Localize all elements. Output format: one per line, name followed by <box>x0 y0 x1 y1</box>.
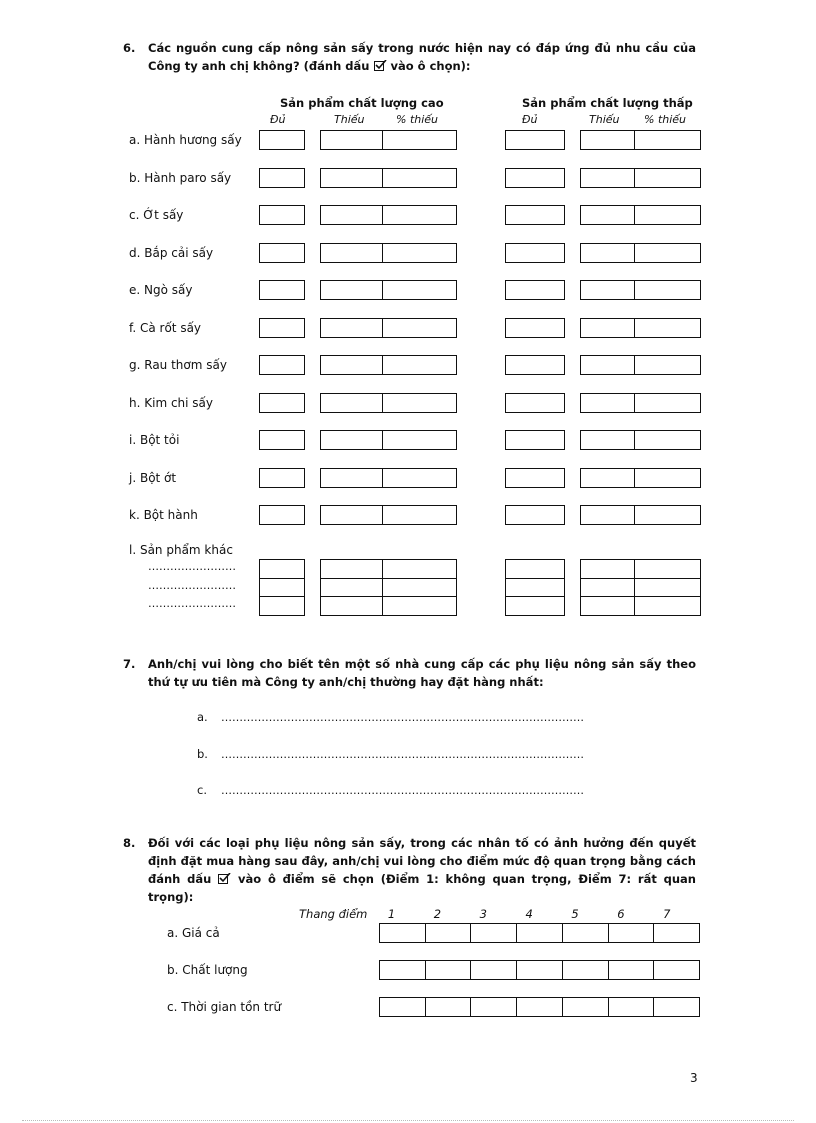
question-7-number: 7. <box>123 657 136 671</box>
scale-point: 2 <box>433 907 442 921</box>
answer-box-thieu-low[interactable] <box>580 505 635 525</box>
answer-box-thieu-low[interactable] <box>580 596 635 616</box>
answer-box-thieu-high[interactable] <box>320 280 383 300</box>
answer-box-thieu-low[interactable] <box>580 168 635 188</box>
answer-box-thieu-low[interactable] <box>580 318 635 338</box>
col-du-low: Đủ <box>522 113 538 126</box>
answer-box-du-high[interactable] <box>259 393 305 413</box>
question-7-text: Anh/chị vui lòng cho biết tên một số nhà cung cấp các phụ liệu nông sản sấy theo thứ tự ưu tiên mà Công ty anh/chị thường hay đặt hàng nhất: <box>148 657 696 689</box>
group-high-quality-header: Sản phẩm chất lượng cao <box>280 96 444 110</box>
col-thieu-high: Thiếu <box>334 113 365 126</box>
answer-box-pct-high[interactable] <box>382 205 457 225</box>
option-letter: a. <box>197 710 208 724</box>
other-product-blank[interactable]: …………………… <box>148 578 236 592</box>
answer-box-du-low[interactable] <box>505 578 565 598</box>
answer-box-du-high[interactable] <box>259 430 305 450</box>
question-6-number: 6. <box>123 41 136 55</box>
score-cell[interactable] <box>380 998 426 1016</box>
answer-box-pct-low[interactable] <box>634 130 701 150</box>
score-cell[interactable] <box>563 924 609 942</box>
option-letter: c. <box>197 783 207 797</box>
supplier-blank[interactable]: ……………………………………………………………………………………… <box>221 747 584 761</box>
row-label: g. Rau thơm sấy <box>129 358 227 372</box>
scale-label: Thang điểm <box>299 907 368 921</box>
answer-box-thieu-high[interactable] <box>320 393 383 413</box>
question-8-text: Đối với các loại phụ liệu nông sản sấy, trong các nhân tố có ảnh hưởng đến quyết định đặt mua hàng sau đây, anh/chị vui lòng cho điểm mức độ quan trọng bằng cách đánh dấu vào ô điểm sẽ chọn (Điểm 1: không quan trọng, Điểm 7: rất quan trọng): <box>148 836 696 904</box>
answer-box-pct-high[interactable] <box>382 578 457 598</box>
answer-box-thieu-low[interactable] <box>580 130 635 150</box>
answer-box-du-high[interactable] <box>259 578 305 598</box>
answer-box-pct-low[interactable] <box>634 205 701 225</box>
answer-box-thieu-high[interactable] <box>320 596 383 616</box>
answer-box-du-high[interactable] <box>259 130 305 150</box>
score-cell[interactable] <box>471 924 517 942</box>
score-cell[interactable] <box>517 924 563 942</box>
scale-point: 5 <box>571 907 579 921</box>
row-label: f. Cà rốt sấy <box>129 320 202 335</box>
answer-box-du-high[interactable] <box>259 205 305 225</box>
answer-box-du-high[interactable] <box>259 318 305 338</box>
answer-box-pct-high[interactable] <box>382 130 457 150</box>
row-label: a. Hành hương sấy <box>129 133 242 147</box>
score-cell[interactable] <box>471 998 517 1016</box>
answer-box-thieu-high[interactable] <box>320 168 383 188</box>
col-du-high: Đủ <box>270 113 286 126</box>
row-label: h. Kim chi sấy <box>129 395 213 410</box>
answer-box-du-high[interactable] <box>259 243 305 263</box>
score-cell[interactable] <box>517 998 563 1016</box>
row-label: c. Ớt sấy <box>129 208 184 222</box>
answer-box-thieu-high[interactable] <box>320 130 383 150</box>
supplier-blank[interactable]: ……………………………………………………………………………………… <box>221 711 584 724</box>
score-cell[interactable] <box>380 961 426 979</box>
answer-box-thieu-low[interactable] <box>580 243 635 263</box>
answer-box-thieu-low[interactable] <box>580 430 635 450</box>
score-cell[interactable] <box>654 924 699 942</box>
question-6-text: Các nguồn cung cấp nông sản sấy trong nước hiện nay có đáp ứng đủ nhu cầu của Công ty anh chị không? (đánh dấu vào ô chọn): <box>148 41 696 73</box>
answer-box-pct-low[interactable] <box>634 355 701 375</box>
factor-label: c. Thời gian tồn trữ <box>167 1000 282 1014</box>
score-cell[interactable] <box>426 924 472 942</box>
answer-box-du-low[interactable] <box>505 168 565 188</box>
answer-box-pct-high[interactable] <box>382 280 457 300</box>
row-label: d. Bắp cải sấy <box>129 245 214 260</box>
scale-point: 6 <box>617 907 625 921</box>
answer-box-du-low[interactable] <box>505 318 565 338</box>
answer-box-du-low[interactable] <box>505 205 565 225</box>
scale-point: 1 <box>387 907 396 921</box>
score-cell[interactable] <box>654 961 699 979</box>
answer-box-thieu-low[interactable] <box>580 205 635 225</box>
scale-point: 4 <box>525 907 533 921</box>
scale-point: 7 <box>663 907 671 921</box>
answer-box-thieu-low[interactable] <box>580 393 635 413</box>
answer-box-pct-high[interactable] <box>382 559 457 579</box>
answer-box-du-low[interactable] <box>505 130 565 150</box>
other-products-label: l. Sản phẩm khác <box>129 543 233 557</box>
answer-box-thieu-low[interactable] <box>580 559 635 579</box>
col-thieu-low: Thiếu <box>589 113 620 126</box>
answer-box-pct-low[interactable] <box>634 318 701 338</box>
answer-box-du-high[interactable] <box>259 559 305 579</box>
score-cell[interactable] <box>471 961 517 979</box>
answer-box-du-high[interactable] <box>259 168 305 188</box>
answer-box-pct-low[interactable] <box>634 468 701 488</box>
check-box-icon <box>218 873 231 884</box>
answer-box-pct-high[interactable] <box>382 168 457 188</box>
answer-box-thieu-high[interactable] <box>320 318 383 338</box>
option-letter: b. <box>197 746 208 761</box>
col-pct-low: % thiếu <box>644 113 687 126</box>
answer-box-thieu-high[interactable] <box>320 205 383 225</box>
answer-box-pct-low[interactable] <box>634 393 701 413</box>
answer-box-pct-high[interactable] <box>382 505 457 525</box>
answer-box-du-low[interactable] <box>505 430 565 450</box>
answer-box-pct-low[interactable] <box>634 430 701 450</box>
row-label: k. Bột hành <box>129 508 198 522</box>
answer-box-thieu-high[interactable] <box>320 468 383 488</box>
score-cell[interactable] <box>517 961 563 979</box>
score-row <box>379 923 700 943</box>
answer-box-thieu-low[interactable] <box>580 280 635 300</box>
score-cell[interactable] <box>609 961 655 979</box>
answer-box-du-high[interactable] <box>259 596 305 616</box>
answer-box-pct-low[interactable] <box>634 243 701 263</box>
answer-box-thieu-high[interactable] <box>320 355 383 375</box>
answer-box-thieu-high[interactable] <box>320 505 383 525</box>
answer-box-thieu-high[interactable] <box>320 243 383 263</box>
answer-box-du-low[interactable] <box>505 243 565 263</box>
row-label: b. Hành paro sấy <box>129 170 232 185</box>
score-cell[interactable] <box>609 998 655 1016</box>
answer-box-pct-high[interactable] <box>382 243 457 263</box>
page-number: 3 <box>690 1071 698 1085</box>
answer-box-du-low[interactable] <box>505 468 565 488</box>
score-row <box>379 997 700 1017</box>
score-cell[interactable] <box>380 924 426 942</box>
answer-box-du-high[interactable] <box>259 468 305 488</box>
answer-box-du-low[interactable] <box>505 280 565 300</box>
answer-box-pct-high[interactable] <box>382 393 457 413</box>
answer-box-du-high[interactable] <box>259 505 305 525</box>
answer-box-thieu-low[interactable] <box>580 355 635 375</box>
answer-box-pct-high[interactable] <box>382 318 457 338</box>
score-cell[interactable] <box>426 998 472 1016</box>
answer-box-pct-high[interactable] <box>382 355 457 375</box>
supplier-blank[interactable]: ……………………………………………………………………………………… <box>221 784 584 797</box>
answer-box-thieu-high[interactable] <box>320 430 383 450</box>
question-8-number: 8. <box>123 836 136 850</box>
scale-point: 3 <box>479 907 487 921</box>
answer-box-pct-high[interactable] <box>382 468 457 488</box>
factor-label: a. Giá cả <box>167 926 220 940</box>
answer-box-pct-low[interactable] <box>634 578 701 598</box>
answer-box-du-high[interactable] <box>259 280 305 300</box>
answer-box-du-low[interactable] <box>505 355 565 375</box>
answer-box-pct-high[interactable] <box>382 430 457 450</box>
row-label: e. Ngò sấy <box>129 283 193 297</box>
answer-box-thieu-low[interactable] <box>580 578 635 598</box>
footer-divider <box>22 1120 794 1121</box>
score-cell[interactable] <box>426 961 472 979</box>
answer-box-du-low[interactable] <box>505 596 565 616</box>
other-product-blank[interactable]: …………………… <box>148 560 236 573</box>
answer-box-thieu-high[interactable] <box>320 578 383 598</box>
answer-box-thieu-low[interactable] <box>580 468 635 488</box>
score-cell[interactable] <box>609 924 655 942</box>
answer-box-thieu-high[interactable] <box>320 559 383 579</box>
answer-box-pct-low[interactable] <box>634 596 701 616</box>
other-product-blank[interactable]: …………………… <box>148 597 236 611</box>
group-low-quality-header: Sản phẩm chất lượng thấp <box>522 96 693 110</box>
row-label: j. Bột ớt <box>129 470 177 485</box>
score-cell[interactable] <box>563 998 609 1016</box>
col-pct-high: % thiếu <box>396 113 439 126</box>
score-cell[interactable] <box>563 961 609 979</box>
answer-box-pct-low[interactable] <box>634 505 701 525</box>
answer-box-du-low[interactable] <box>505 393 565 413</box>
row-label: i. Bột tỏi <box>129 433 180 447</box>
factor-label: b. Chất lượng <box>167 963 248 977</box>
check-box-icon <box>374 60 387 71</box>
score-cell[interactable] <box>654 998 699 1016</box>
answer-box-du-low[interactable] <box>505 559 565 579</box>
answer-box-pct-low[interactable] <box>634 168 701 188</box>
answer-box-pct-low[interactable] <box>634 559 701 579</box>
score-row <box>379 960 700 980</box>
answer-box-pct-low[interactable] <box>634 280 701 300</box>
answer-box-du-low[interactable] <box>505 505 565 525</box>
answer-box-du-high[interactable] <box>259 355 305 375</box>
answer-box-pct-high[interactable] <box>382 596 457 616</box>
